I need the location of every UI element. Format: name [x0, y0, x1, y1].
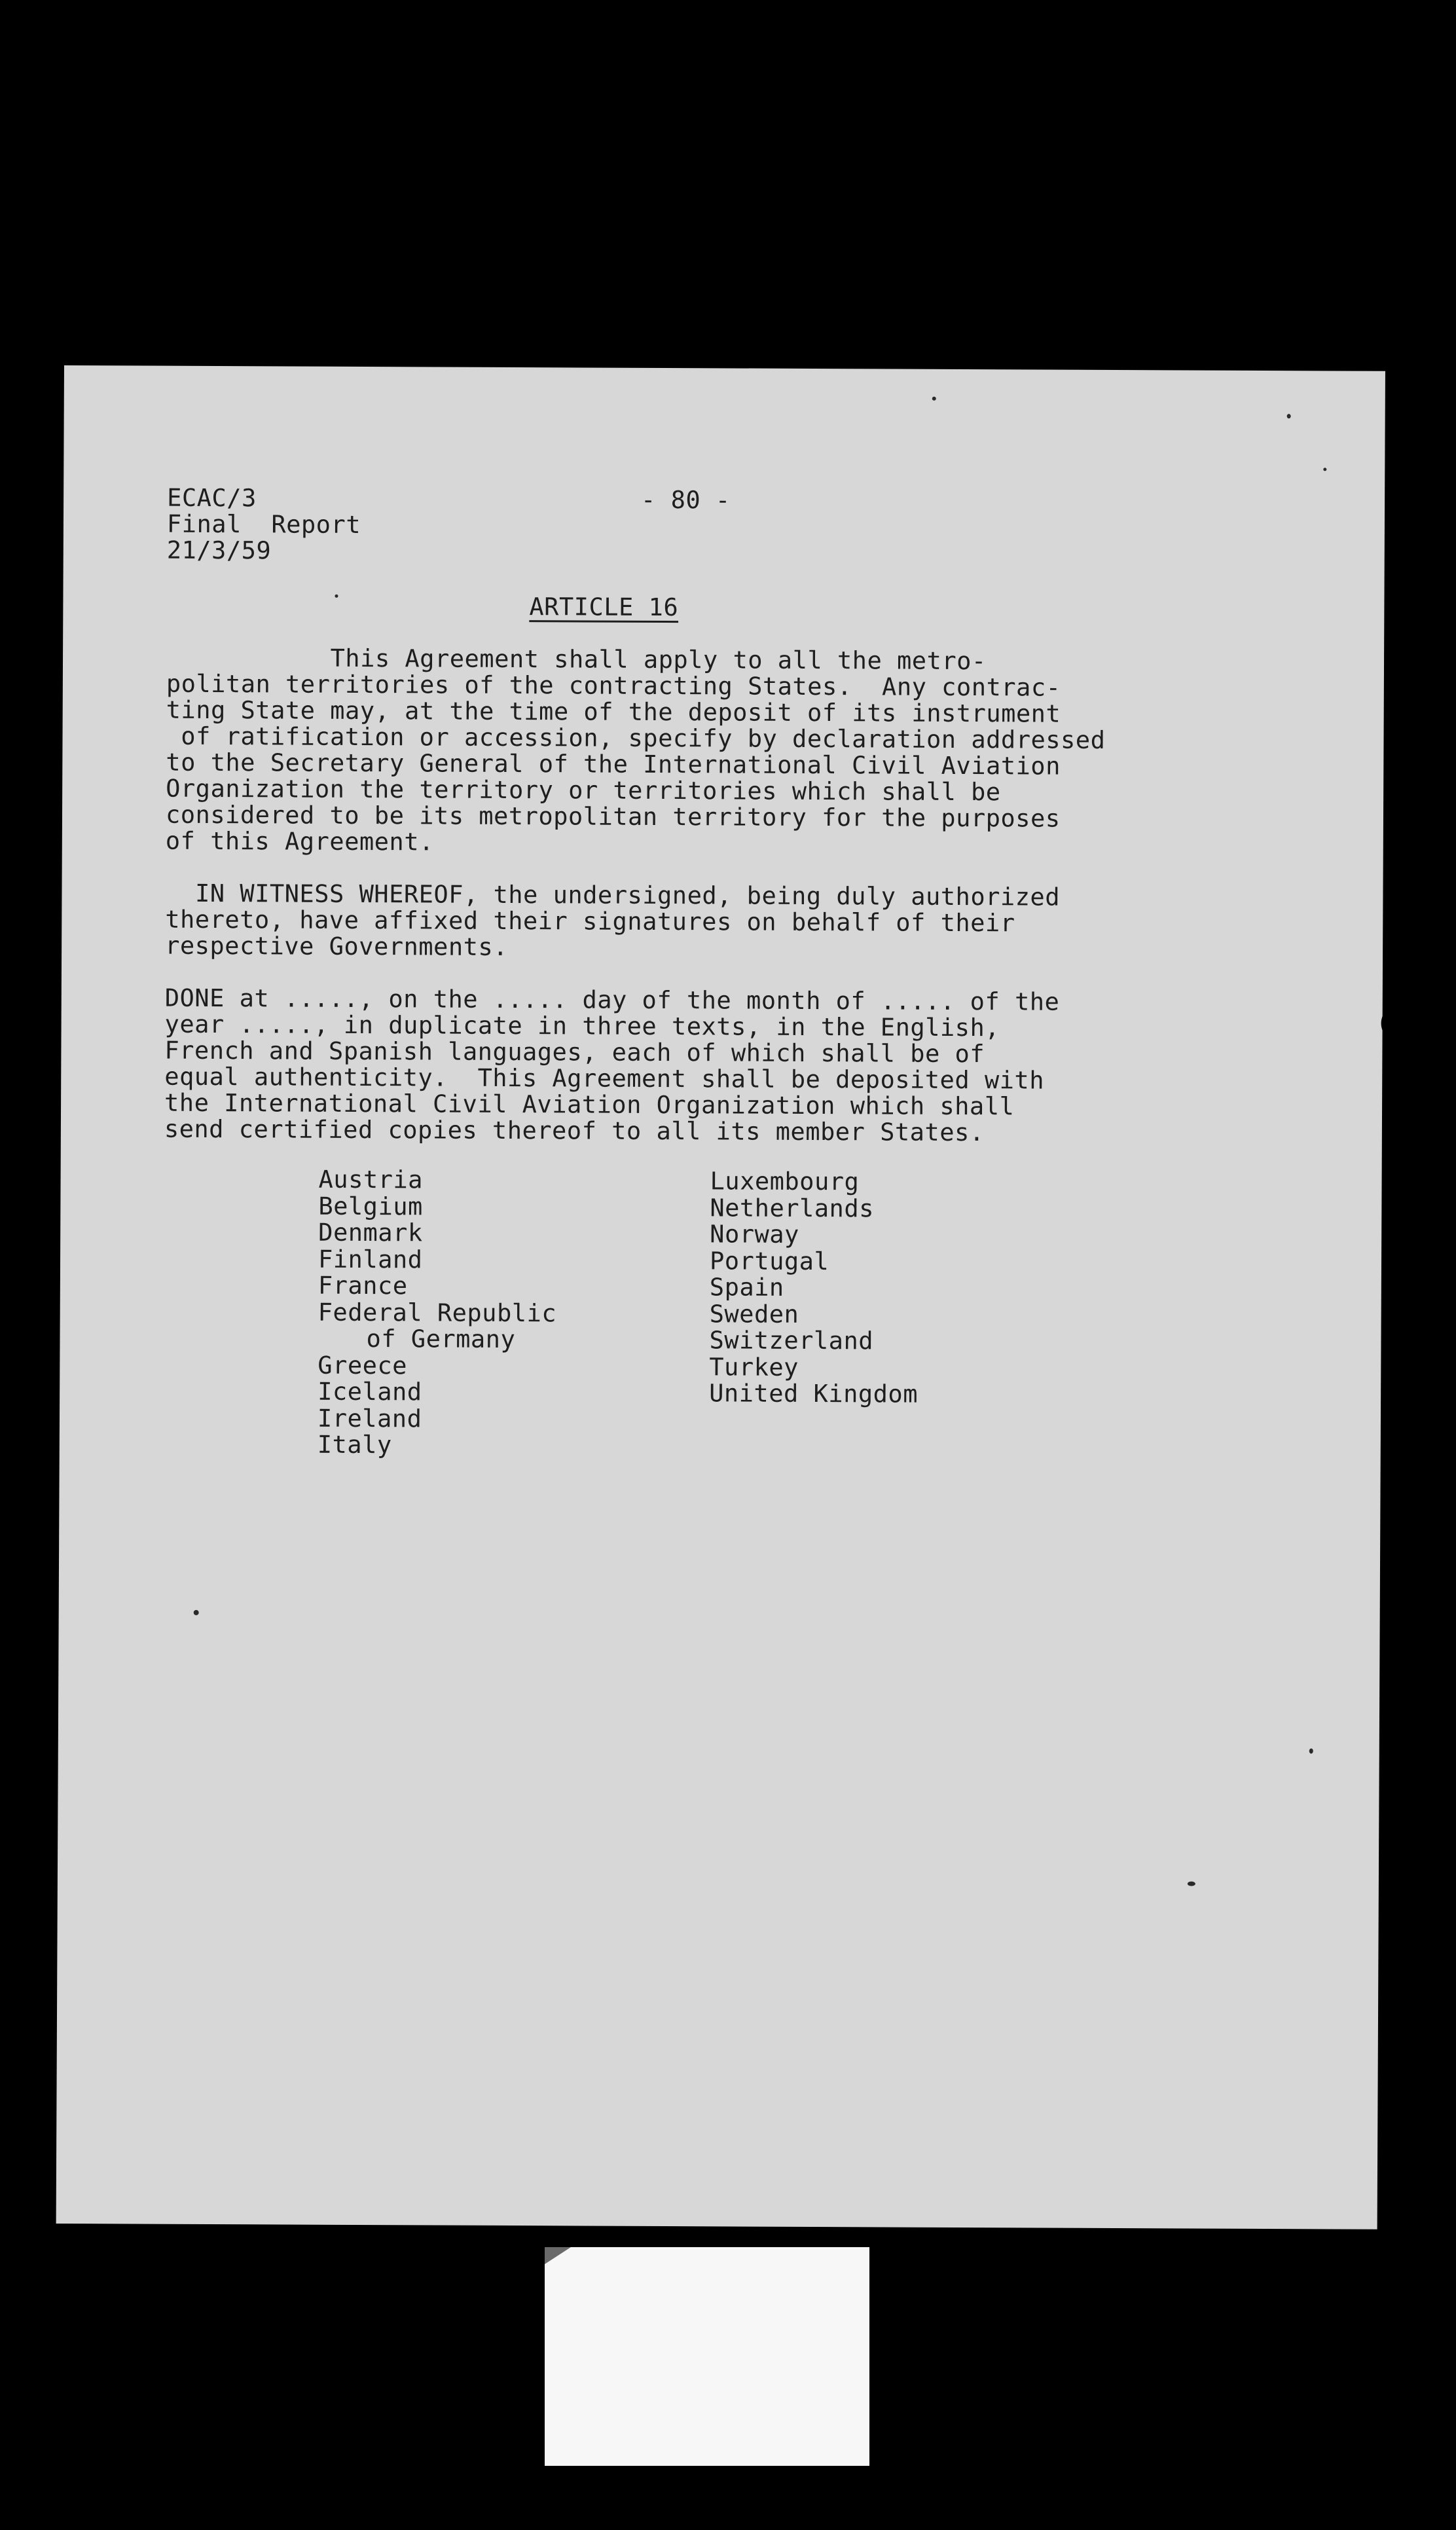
- signatory-state: Norway: [710, 1220, 799, 1249]
- witness-paragraph: IN WITNESS WHEREOF, the undersigned, being duly authorized thereto, have affixed their signatures on behalf of their respective Governments.: [165, 879, 1061, 961]
- signatory-state: United Kingdom: [709, 1379, 919, 1408]
- paper-speck: [1287, 414, 1291, 418]
- signatory-state: Luxembourg: [710, 1167, 860, 1196]
- punch-hole-top: [1381, 1004, 1421, 1043]
- paper-speck: [1188, 1882, 1195, 1886]
- paper-speck: [335, 595, 338, 598]
- signatory-state-continuation: of Germany: [366, 1325, 516, 1354]
- signatory-column-right: [709, 1168, 919, 1461]
- signatory-states-list: [318, 1167, 919, 1461]
- article-heading: ARTICLE 16: [529, 593, 679, 622]
- signatory-state: Belgium: [318, 1192, 423, 1220]
- card-folded-corner: [545, 2247, 571, 2264]
- signatory-state: France: [318, 1271, 408, 1300]
- signatory-state: Netherlands: [710, 1193, 875, 1222]
- signatory-state: Denmark: [318, 1218, 423, 1247]
- signatory-state: Finland: [318, 1245, 423, 1274]
- document-reference: ECAC/3: [167, 483, 257, 513]
- document-header: [167, 485, 361, 564]
- signatory-state: Federal Republic: [318, 1298, 557, 1327]
- paper-speck: [194, 1610, 199, 1615]
- white-card-insert: [545, 2247, 869, 2466]
- signatory-state: Turkey: [709, 1352, 799, 1382]
- signatory-state: Ireland: [317, 1404, 422, 1433]
- signatory-state: Italy: [317, 1430, 392, 1459]
- document-page: [56, 365, 1385, 2229]
- signatory-state: Greece: [318, 1351, 408, 1380]
- signatory-column-left: [318, 1167, 710, 1460]
- signatory-state: Portugal: [709, 1246, 829, 1275]
- signatory-state: Sweden: [709, 1299, 799, 1329]
- report-date: 21/3/59: [166, 536, 272, 565]
- signatory-state: Spain: [709, 1273, 784, 1302]
- paper-speck: [932, 397, 936, 401]
- signatory-state: Iceland: [318, 1377, 422, 1406]
- punch-hole-bottom: [1375, 2282, 1415, 2321]
- done-at-paragraph: DONE at ....., on the ..... day of the month of ..... of the year ....., in duplicate in three texts, in the English, French and Spanish languages, each of which shall be of equal authenticity. This Agreement shall be deposited with the International Civil Aviation Organization which shall send certified copies thereof to all its member States.: [164, 983, 1060, 1147]
- article-paragraph-scope: This Agreement shall apply to all the metro- politan territories of the contracting States. Any contrac- ting State may, at the time of the deposit of its instrument of ratification or accession, specify by declaration addressed to the Secretary General of the International Civil Aviation Organization the territory or territories which shall be considered to be its metropolitan territory for the purposes of this Agreement.: [165, 643, 1106, 856]
- paper-speck: [1309, 1748, 1313, 1753]
- paper-speck: [1323, 468, 1326, 471]
- page-number: - 80 -: [641, 485, 731, 515]
- signatory-state: Switzerland: [709, 1326, 874, 1355]
- report-title: Final Report: [166, 509, 361, 539]
- signatory-state: Austria: [318, 1165, 424, 1194]
